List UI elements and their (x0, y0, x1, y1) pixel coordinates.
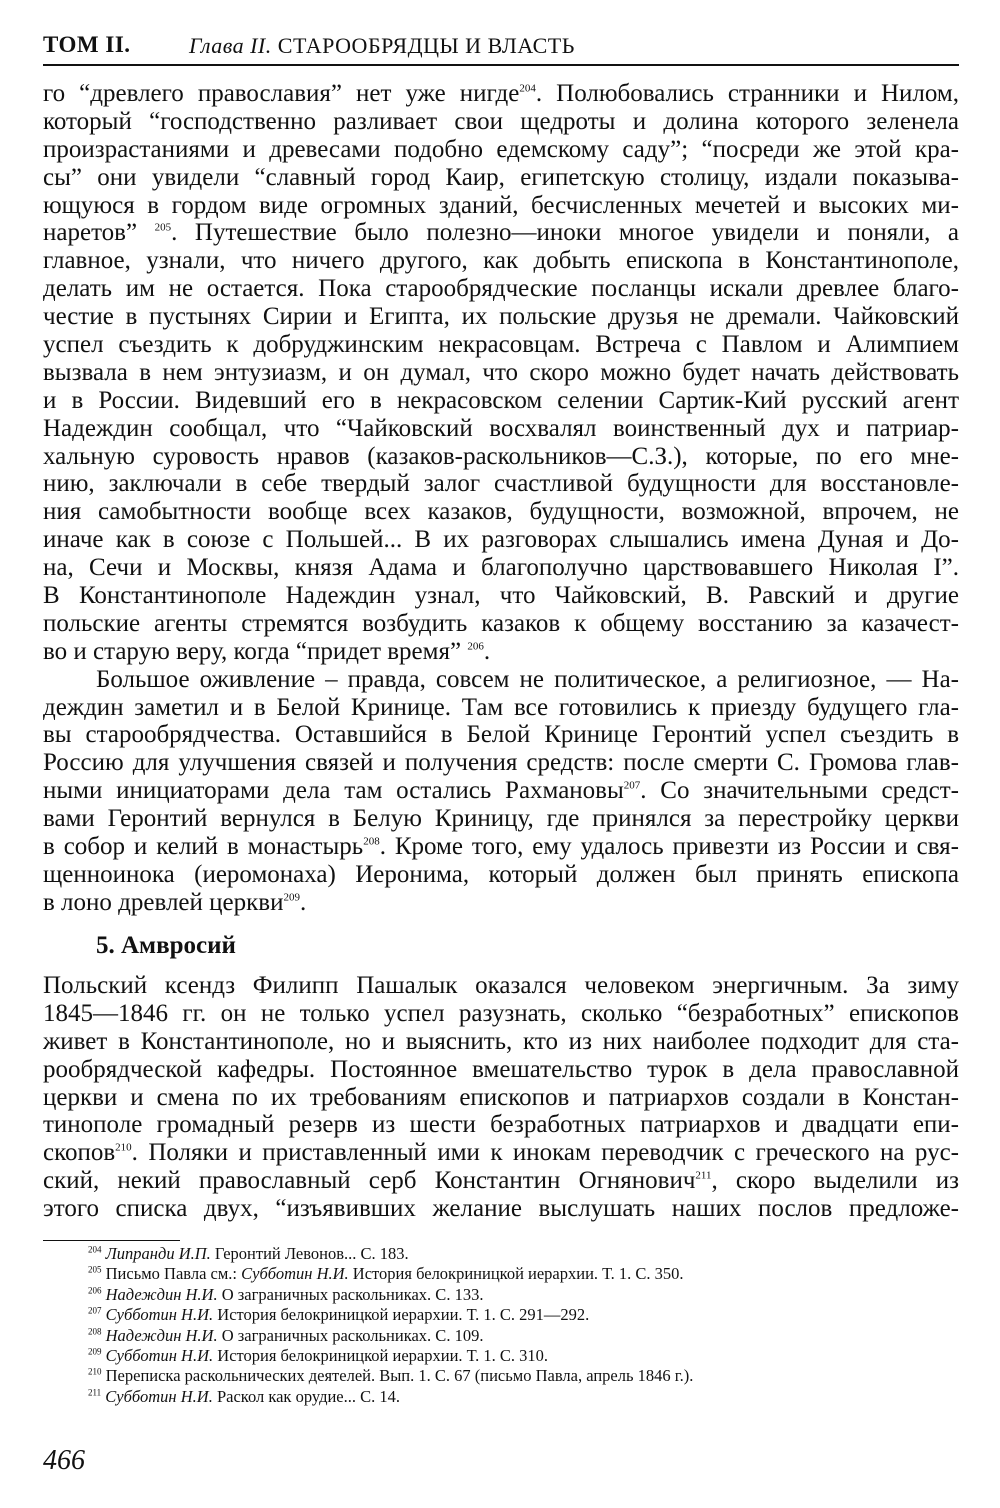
text-line (43, 833, 959, 861)
footnote-ref[interactable]: 209 (283, 891, 300, 904)
footnote-number: 210 (88, 1366, 102, 1377)
text-run: . (299, 888, 307, 916)
footnote-text: История белокриницкой иерархии. Т. 1. С. 291—292. (213, 1305, 590, 1325)
text-run: иначе как в союзе с Польшей... В их разговорах слышались имена Дуная и До- (43, 526, 959, 554)
text-run: . Кроме того, ему удалось привезти из России и свя- (379, 833, 959, 861)
text-line (43, 554, 959, 582)
running-header (43, 30, 959, 64)
text-run: вызвала в нем энтузиазм, и он думал, что скоро можно будет начать действовать (43, 358, 959, 386)
footnote-ref[interactable]: 204 (519, 82, 536, 95)
text-run: ский, некий православный серб Константин Огнянович (43, 1167, 696, 1195)
text-run: хальную суровость нравов (казаков-раскольников—С.З.), которые, по его мне- (43, 442, 959, 470)
footnote (88, 1326, 958, 1346)
footnote (88, 1305, 958, 1325)
text-line (43, 1000, 959, 1028)
footnote-text: О заграничных раскольниках. С. 133. (217, 1284, 484, 1304)
text-run: в собор и келий в монастырь (43, 833, 364, 861)
text-run: нию, заключали в себе твердый залог счастливой будущности для восстановле- (43, 470, 959, 498)
text-run: ющуюся в гордом виде огромных зданий, бесчисленных мечетей и высоких ми- (43, 191, 959, 219)
footnote (88, 1387, 958, 1407)
footnote-author: Субботин Н.И. (105, 1386, 213, 1406)
footnote-ref[interactable]: 210 (115, 1142, 132, 1155)
footnote-number: 208 (88, 1326, 102, 1337)
text-run: , скоро выделили из (711, 1167, 960, 1195)
text-line (43, 972, 959, 1000)
text-line (43, 721, 959, 749)
text-line (43, 498, 959, 526)
chapter-name: СТАРООБРЯДЦЫ И ВЛАСТЬ (271, 33, 575, 58)
text-run: тинополе громадный резерв из шести безработных патриархов и двадцати епи- (43, 1111, 959, 1139)
text-line (43, 526, 959, 554)
text-line (43, 219, 959, 247)
text-line (43, 164, 959, 192)
text-run: . Путешествие было полезно—иноки многое увидели и поняли, а (171, 219, 959, 247)
text-line (43, 1111, 959, 1139)
text-line (43, 889, 959, 917)
text-line (43, 443, 959, 471)
text-line (43, 861, 959, 889)
footnote-author: Субботин Н.И. (241, 1264, 349, 1284)
text-line (43, 610, 959, 638)
footnote-number: 206 (88, 1285, 102, 1296)
text-line (43, 638, 959, 666)
text-run: Россию для улучшения связей и получения средств: после смерти С. Громова глав- (43, 749, 959, 777)
text-run: щенноинока (иеромонаха) Иеронима, который должен был принять епископа (43, 860, 959, 888)
text-run: главное, узнали, что ничего другого, как добыть епископа в Константинополе, (43, 247, 959, 275)
text-line (43, 1056, 959, 1084)
chapter-title (189, 33, 575, 59)
footnote-prefix: Переписка раскольнических деятелей. Вып. 1. С. 67 (письмо Павла, апрель 1846 г.). (105, 1366, 694, 1386)
volume-label: ТОМ II. (43, 32, 131, 57)
footnote-author: Надеждин Н.И. (105, 1325, 218, 1345)
footnote (88, 1366, 958, 1386)
footnote-prefix: Письмо Павла см.: (105, 1264, 242, 1284)
footnote-text: Раскол как орудие... С. 14. (212, 1386, 400, 1406)
text-line (43, 192, 959, 220)
text-line (43, 470, 959, 498)
footnote-number: 205 (88, 1264, 102, 1275)
footnote (88, 1244, 958, 1264)
text-run: . (483, 637, 491, 665)
body-text (43, 80, 959, 917)
text-line (43, 1084, 959, 1112)
text-line (43, 108, 959, 136)
footnote-ref[interactable]: 211 (695, 1169, 712, 1182)
header-rule (43, 64, 959, 66)
text-run: церкви и смена по их требованиям епископов и патриархов создали в Констан- (43, 1083, 959, 1111)
chapter-number: Глава II. (189, 33, 272, 58)
text-line (43, 1167, 959, 1195)
text-run: который “господственно разливает свои щедроты и долина которого зеленела (43, 107, 959, 135)
text-run: живет в Константинополе, но и выяснить, кто из них наиболее подходит для ста- (43, 1027, 959, 1055)
text-line (43, 303, 959, 331)
footnote-author: Надеждин Н.И. (105, 1284, 218, 1304)
footnote-ref[interactable]: 205 (154, 222, 172, 235)
footnote-author: Липранди И.П. (105, 1244, 211, 1263)
footnote-author: Субботин Н.И. (105, 1305, 214, 1325)
text-line (43, 1195, 959, 1223)
text-line (43, 582, 959, 610)
footnote-number: 204 (88, 1244, 102, 1255)
text-run: В Константинополе Надеждин узнал, что Чайковский, В. Равский и другие (43, 582, 959, 610)
footnote-text: История белокриницкой иерархии. Т. 1. С. 350. (348, 1264, 684, 1284)
text-run: на, Сечи и Москвы, князя Адама и благополучно царствовавшего Николая I”. (43, 554, 959, 582)
page-number: 466 (43, 1445, 85, 1476)
footnote-ref[interactable]: 208 (363, 835, 380, 848)
footnote-number: 209 (88, 1346, 102, 1357)
section-heading: 5. Амвросий (96, 932, 236, 959)
text-run: вы старообрядчества. Оставшийся в Белой Кринице Геронтий успел съездить в (43, 721, 959, 749)
text-run: деждин заметил и в Белой Кринице. Там все готовились к приезду будущего гла- (43, 693, 959, 721)
footnote-ref[interactable]: 206 (467, 640, 484, 653)
body-text-2 (43, 972, 959, 1223)
text-line (43, 359, 959, 387)
text-run: успел съездить к добруджинским некрасовцам. Встреча с Павлом и Алимпием (43, 331, 959, 359)
text-line (43, 247, 959, 275)
text-run: честие в пустынях Сирии и Египта, их польские друзья не дремали. Чайковский (43, 303, 959, 331)
text-run: делать им не остается. Пока старообрядческие посланцы искали древлее благо- (43, 275, 959, 303)
footnote-number: 211 (88, 1387, 102, 1398)
text-run: польские агенты стремятся возбудить казаков к общему восстанию за казачест- (43, 609, 959, 637)
text-run: во и старую веру, когда “придет время” (43, 637, 468, 665)
text-run: скопов (43, 1139, 116, 1167)
text-run: и в России. Видевший его в некрасовском селении Сартик-Кий русский агент (43, 386, 959, 414)
text-line (43, 80, 959, 108)
text-run: сы” они увидели “славный город Каир, египетскую столицу, издали показыва- (43, 163, 959, 191)
text-line (43, 275, 959, 303)
text-run: го “древлего православия” нет уже нигде (43, 80, 520, 107)
text-run: ными инициаторами дела там остались Рахмановы (43, 777, 624, 805)
footnotes (88, 1244, 958, 1407)
text-run: вами Геронтий вернулся в Белую Криницу, где принялся за перестройку церкви (43, 805, 959, 833)
text-line (43, 415, 959, 443)
text-run: Польский ксендз Филипп Пашалык оказался человеком энергичным. За зиму (43, 972, 959, 999)
text-line (43, 387, 959, 415)
text-run: в лоно древлей церкви (43, 888, 284, 916)
footnote-rule (43, 1240, 180, 1241)
text-run: . Полюбовались странники и Нилом, (535, 80, 959, 107)
footnote-ref[interactable]: 207 (623, 779, 641, 792)
text-line (43, 694, 959, 722)
text-line (43, 331, 959, 359)
footnote (88, 1346, 958, 1366)
footnote-author: Субботин Н.И. (105, 1345, 214, 1365)
text-line (43, 136, 959, 164)
text-run: рообрядческой кафедры. Постоянное вмешательство турок в дела православной (43, 1055, 959, 1083)
text-run: ния самобытности вообще всех казаков, будущности, возможной, впрочем, не (43, 498, 959, 526)
text-run: 1845—1846 гг. он не только успел разузнать, сколько “безработных” епископов (43, 999, 959, 1027)
footnote-text: О заграничных раскольниках. С. 109. (217, 1325, 484, 1345)
text-run: Надеждин сообщал, что “Чайковский восхвалял воинственный дух и патриар- (43, 414, 959, 442)
text-line (43, 1028, 959, 1056)
footnote (88, 1285, 958, 1305)
text-run: . Со значительными средст- (640, 777, 959, 805)
footnote-text: История белокриницкой иерархии. Т. 1. С. 310. (213, 1345, 548, 1365)
text-run: произрастаниями и древесами подобно едемскому саду”; “посреди же этой кра- (43, 135, 959, 163)
text-line (43, 749, 959, 777)
text-run: . Поляки и приставленный ими к инокам переводчик с греческого на рус- (131, 1139, 959, 1167)
footnote-text: Геронтий Левонов... С. 183. (210, 1244, 409, 1263)
text-run: этого списка двух, “изъявивших желание выслушать наших послов предложе- (43, 1195, 959, 1223)
text-line (43, 805, 959, 833)
text-run: наретов” (43, 219, 155, 247)
text-run: Большое оживление – правда, совсем не политическое, а религиозное, — На- (96, 665, 959, 693)
footnote-number: 207 (88, 1305, 102, 1316)
footnote (88, 1264, 958, 1284)
text-line (43, 777, 959, 805)
text-line (43, 666, 959, 694)
text-line (43, 1139, 959, 1167)
